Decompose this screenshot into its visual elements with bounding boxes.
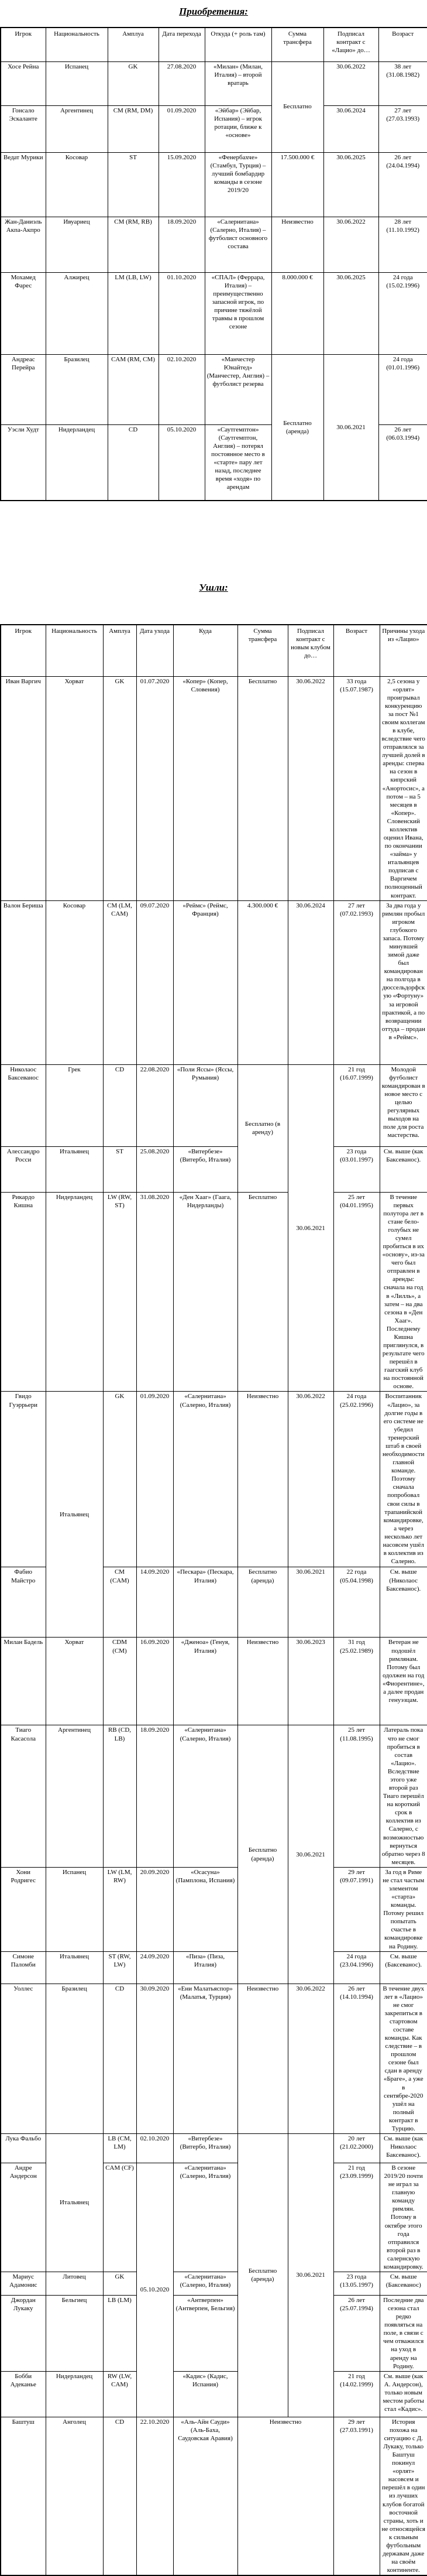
cell: «Реймс» (Реймс, Франция)	[173, 900, 237, 1064]
cell: 24.09.2020	[136, 1951, 173, 1984]
cell: Бесплатно (аренда)	[237, 2134, 288, 2417]
cell: Гонсало Эскаланте	[1, 105, 46, 152]
cell: CM (RM, RB)	[108, 217, 159, 272]
cell: Бесплатно	[237, 676, 288, 900]
cell: 26 лет (24.04.1994)	[378, 152, 427, 217]
cell: 01.10.2020	[159, 272, 205, 354]
cell: 31.08.2020	[136, 1192, 173, 1392]
cell: 27 лет (27.03.1993)	[378, 105, 427, 152]
table-row	[1, 1146, 427, 1192]
cell: «Пескара» (Пескара, Италия)	[173, 1567, 237, 1638]
table-row	[1, 1867, 427, 1951]
cell: В сезоне 2019/20 почти не играл за главную команду римлян. Потому в октябре этого года отправился второй раз в салернскую командировку.	[380, 2163, 427, 2272]
cell: За два года у римлян пробыл игроком глубокого запаса. Потому минувшей зимой даже был командирован на полгода в дюссельдорфскую «Фортуну» за игровой практикой, а по возвращении оттуда – продан в «Реймс».	[380, 900, 427, 1064]
table-row	[1, 1725, 427, 1867]
cell: «Салернитана» (Салерно, Италия)	[173, 2272, 237, 2296]
cell: Молодой футболист командирован в новое место с целью регулярных выходов на поле для роста мастерства.	[380, 1064, 427, 1146]
cell: 30.06.2021	[288, 1064, 333, 1392]
table-row	[1, 2134, 427, 2163]
cell: 30.06.2025	[323, 272, 378, 354]
cell: 26 лет (14.10.1994)	[333, 1984, 380, 2133]
cell: Неизвестно	[237, 1638, 288, 1725]
table-row	[1, 61, 427, 105]
cell: Хосе Рейна	[1, 61, 46, 105]
cell: «Аль-Айн Сауди» (Аль-Баха, Саудовская Аравия)	[173, 2417, 237, 2575]
cell: 38 лет (31.08.1982)	[378, 61, 427, 105]
cell: 27 лет (07.02.1993)	[333, 900, 380, 1064]
cell: Бельгиец	[46, 2296, 103, 2372]
acquisitions-title: Приобретения:	[179, 6, 248, 17]
cell: «Дженоа» (Генуя, Италия)	[173, 1638, 237, 1725]
cell: Хони Родригес	[1, 1867, 46, 1951]
column-header: Сумма трансфера	[271, 28, 323, 61]
cell: CAM (RM, CM)	[108, 354, 159, 424]
cell: Андреас Перейра	[1, 354, 46, 424]
cell: 24 года (23.04.1996)	[333, 1951, 380, 1984]
cell: Николаос Баксеванос	[1, 1064, 46, 1146]
cell: «Салернитана» (Салерно, Италия) – футболист основного состава	[205, 217, 271, 272]
cell: 25.08.2020	[136, 1146, 173, 1192]
cell: Литовец	[46, 2272, 103, 2296]
cell: Неизвестно	[237, 2417, 333, 2575]
table-row	[1, 2272, 427, 2296]
cell: Воспитанник «Лацио», за долгие годы в его системе не убедил тренерский штаб в своей необходимости главной команде. Поэтому сначала попробовал свои силы в трапанийской командировке, а через несколько лет насовсем ушёл в коллектив из Салерно.	[380, 1392, 427, 1567]
cell: Рикардо Кишна	[1, 1192, 46, 1392]
cell: 05.10.2020	[136, 2163, 173, 2417]
cell: CM (CAM)	[103, 1567, 136, 1638]
cell: «Салернитана» (Салерно, Италия)	[173, 1725, 237, 1867]
cell: 31 год (25.02.1989)	[333, 1638, 380, 1725]
cell: Итальянец	[46, 2134, 103, 2272]
cell: RW (LW, CAM)	[103, 2371, 136, 2417]
cell: LB (LM)	[103, 2296, 136, 2372]
cell: 4.300.000 €	[237, 900, 288, 1064]
table-row	[1, 1951, 427, 1984]
cell: 02.10.2020	[136, 2134, 173, 2163]
cell: Тиаго Касасола	[1, 1725, 46, 1867]
cell: Иван Варгич	[1, 676, 46, 900]
cell: 21 год (14.02.1999)	[333, 2371, 380, 2417]
cell: 20 лет (21.02.2000)	[333, 2134, 380, 2163]
cell: Косовар	[46, 900, 103, 1064]
cell: «Витербезе» (Витербо, Италия)	[173, 2134, 237, 2163]
cell: 25 лет (04.01.1995)	[333, 1192, 380, 1392]
cell: Ветеран не подошёл римлянам. Потому был одолжен на год «Фиорентине», а далее продан генуэзцам.	[380, 1638, 427, 1725]
cell: См. выше (как Николаос Баксеванос).	[380, 2134, 427, 2163]
cell: 01.09.2020	[159, 105, 205, 152]
column-header: Откуда (+ роль там)	[205, 28, 271, 61]
cell: 26 лет (25.07.1994)	[333, 2296, 380, 2372]
column-header: Амплуа	[103, 625, 136, 676]
cell: GK	[103, 2272, 136, 2296]
cell: 05.10.2020	[159, 424, 205, 501]
cell: См. выше (Николаос Баксеванос).	[380, 1567, 427, 1638]
cell: Милан Бадель	[1, 1638, 46, 1725]
cell: Бесплатно	[271, 61, 323, 152]
cell: 22.08.2020	[136, 1064, 173, 1146]
cell: 30.06.2024	[323, 105, 378, 152]
cell: 30.09.2020	[136, 1984, 173, 2133]
cell: «Салернитана» (Салерно, Италия)	[173, 1392, 237, 1567]
cell: 30.06.2022	[323, 217, 378, 272]
cell: 14.09.2020	[136, 1567, 173, 1638]
cell: В течение первых полутора лет в стане бело-голубых не сумел пробиться в их «основу», из-за чего был отправлен в аренды: сначала на год в «Лилль», а затем – на два сезона в «Ден Хааг». Последнему Кишна приглянулся, в результате чего перешёл в гаагский клуб на постоянной основе.	[380, 1192, 427, 1392]
cell: 24 года (01.01.1996)	[378, 354, 427, 424]
cell: Мохамед Фарес	[1, 272, 46, 354]
cell: 01.07.2020	[136, 676, 173, 900]
cell: 8.000.000 €	[271, 272, 323, 354]
cell: Фабио Майстро	[1, 1567, 46, 1638]
cell: Анголец	[46, 2417, 103, 2575]
cell: «Поли Яссы» (Яссы, Румыния)	[173, 1064, 237, 1146]
cell: «Саутгемптон» (Саутгемптон, Англия) – потерял постоянное место в «старте» пару лет назад, последнее время «ходя» по арендам	[205, 424, 271, 501]
cell: RB (CD, LB)	[103, 1725, 136, 1867]
table-row	[1, 105, 427, 152]
cell: 02.10.2020	[159, 354, 205, 424]
cell: 33 года (15.07.1987)	[333, 676, 380, 900]
cell: Лука Фальбо	[1, 2134, 46, 2163]
cell: 21 год (16.07.1999)	[333, 1064, 380, 1146]
cell: LM (LB, LW)	[108, 272, 159, 354]
cell: Мариус Адамонис	[1, 2272, 46, 2296]
cell: Бесплатно (аренда)	[237, 1725, 288, 1984]
column-header: Игрок	[1, 625, 46, 676]
cell: 22 года (05.04.1998)	[333, 1567, 380, 1638]
cell: 09.07.2020	[136, 900, 173, 1064]
cell: См. выше (как Баксеванос).	[380, 1146, 427, 1192]
cell: Испанец	[46, 1867, 103, 1951]
cell: Итальянец	[46, 1392, 103, 1638]
cell: «Пиза» (Пиза, Италия)	[173, 1951, 237, 1984]
cell: Симоне Паломби	[1, 1951, 46, 1984]
table-row	[1, 217, 427, 272]
cell: Косовар	[46, 152, 108, 217]
cell: Неизвестно	[237, 1984, 288, 2133]
cell: Хорват	[46, 1638, 103, 1725]
cell: «Антверпен» (Антверпен, Бельгия)	[173, 2296, 237, 2372]
column-header: Дата перехода	[159, 28, 205, 61]
acquisitions-table	[0, 27, 427, 501]
column-header: Национальность	[46, 625, 103, 676]
cell: Грек	[46, 1064, 103, 1146]
cell: LW (RW, ST)	[103, 1192, 136, 1392]
cell: Алжирец	[46, 272, 108, 354]
cell: Жан-Даниэль Акпа-Акпро	[1, 217, 46, 272]
departures-table	[0, 624, 427, 2576]
table-row	[1, 1638, 427, 1725]
cell: 16.09.2020	[136, 1638, 173, 1725]
cell: Бесплатно	[237, 1192, 288, 1392]
cell: «Кадис» (Кадис, Испания)	[173, 2371, 237, 2417]
cell: 30.06.2021	[288, 2134, 333, 2417]
cell: Латераль пока что не смог пробиться в состав «Лацио». Вследствие этого уже второй раз Тиаго перешёл на короткий срок в коллектив из Салерно, с возможностью вернуться обратно через 8 месяцев.	[380, 1725, 427, 1867]
cell: 01.09.2020	[136, 1392, 173, 1567]
cell: Джордан Лукаку	[1, 2296, 46, 2372]
cell: «Ден Хааг» (Гаага, Нидерланды)	[173, 1192, 237, 1392]
cell: Баштуш	[1, 2417, 46, 2575]
cell: Ивуариец	[46, 217, 108, 272]
cell: Хорват	[46, 676, 103, 900]
table-row	[1, 2296, 427, 2372]
cell: «Эйбар» (Эйбар, Испания) – игрок ротации, ближе к «основе»	[205, 105, 271, 152]
header-row	[1, 28, 427, 61]
cell: Бобби Адеканье	[1, 2371, 46, 2417]
cell: «Осасуна» (Памплона, Испания)	[173, 1867, 237, 1951]
cell: 21 год (23.09.1999)	[333, 2163, 380, 2272]
cell: В течение двух лет в «Лацио» не смог закрепиться в стартовом составе команды. Как следствие – в прошлом сезоне был сдан в аренду «Браге», а уже в сентябре-2020 ушёл на полный контракт в Турцию.	[380, 1984, 427, 2133]
cell: «Витербезе» (Витербо, Италия)	[173, 1146, 237, 1192]
cell: 30.06.2022	[288, 1392, 333, 1567]
cell: Бесплатно (аренда)	[237, 1567, 288, 1638]
cell: CAM (CF)	[103, 2163, 136, 2272]
departures-section	[0, 624, 427, 2576]
table-row	[1, 900, 427, 1064]
cell: История похожа на ситуацию с Д. Лукаку, только Баштуш покинул «орлят» насовсем и перешёл в один из лучших клубов богатой восточной страны, хоть и не относящейся к сильным футбольным державам даже на своём континенте.	[380, 2417, 427, 2575]
table-row	[1, 1192, 427, 1392]
cell: «Фенербахче» (Стамбул, Турция) – лучший бомбардир команды в сезоне 2019/20	[205, 152, 271, 217]
cell: Нидерландец	[46, 2371, 103, 2417]
cell: CM (RM, DM)	[108, 105, 159, 152]
departures-title: Ушли:	[199, 582, 228, 593]
cell: Бесплатно (в аренду)	[237, 1064, 288, 1192]
cell: LB (CM, LM)	[103, 2134, 136, 2163]
acquisitions-section	[0, 27, 427, 501]
cell: «Манчестер Юнайтед» (Манчестер, Англия) – футболист резерва	[205, 354, 271, 424]
cell: 30.06.2022	[288, 1984, 333, 2133]
column-header: Подписал контракт с новым клубом до…	[288, 625, 333, 676]
cell: CD	[108, 424, 159, 501]
cell: 27.08.2020	[159, 61, 205, 105]
cell: 30.06.2021	[323, 354, 378, 501]
column-header: Дата ухода	[136, 625, 173, 676]
column-header: Игрок	[1, 28, 46, 61]
cell: 30.06.2022	[288, 676, 333, 900]
cell: «СПАЛ» (Феррара, Италия) – преимущественно запасной игрок, по причине тяжёлой травмы в прошлом сезоне	[205, 272, 271, 354]
cell: Алессандро Росси	[1, 1146, 46, 1192]
table-row	[1, 1392, 427, 1567]
cell: «Милан» (Милан, Италия) – второй вратарь	[205, 61, 271, 105]
cell: Бразилец	[46, 1984, 103, 2133]
cell: CD	[103, 1064, 136, 1146]
cell: 23 года (03.01.1997)	[333, 1146, 380, 1192]
cell: 29 лет (27.03.1991)	[333, 2417, 380, 2575]
cell: CD	[103, 2417, 136, 2575]
cell: См. выше (Баксеванос).	[380, 1951, 427, 1984]
cell: Неизвестно	[237, 1392, 288, 1567]
column-header: Возраст	[378, 28, 427, 61]
cell: 30.06.2023	[288, 1638, 333, 1725]
cell: Испанец	[46, 61, 108, 105]
cell: CM (LM, CAM)	[103, 900, 136, 1064]
table-row	[1, 1064, 427, 1146]
cell: 28 лет (11.10.1992)	[378, 217, 427, 272]
cell: 15.09.2020	[159, 152, 205, 217]
cell: «Копер» (Копер, Словения)	[173, 676, 237, 900]
table-row	[1, 152, 427, 217]
cell: См. выше (Баксеванос)	[380, 2272, 427, 2296]
table-row	[1, 272, 427, 354]
cell: 2,5 сезона у «орлят» проигрывал конкуренцию за пост №1 своим коллегам в клубе, вследствие чего отправлялся за лучшей долей в аренды: сперва на сезон в кипрский «Анортосис», а потом – на 5 месяцев в «Копер». Словенский коллектив оценил Ивана, по окончании «займа» у итальянцев подписав с Варгичем полноценный контракт.	[380, 676, 427, 900]
cell: CDM (CM)	[103, 1638, 136, 1725]
cell: ST	[108, 152, 159, 217]
cell: 30.06.2024	[288, 900, 333, 1064]
cell: См. выше (как А. Андерсон), только новым местом работы стал «Кадис».	[380, 2371, 427, 2417]
column-header: Подписал контракт с «Лацио» до…	[323, 28, 378, 61]
cell: 18.09.2020	[136, 1725, 173, 1867]
cell: 30.06.2022	[323, 61, 378, 105]
table-row	[1, 2371, 427, 2417]
cell: 22.10.2020	[136, 2417, 173, 2575]
cell: 26 лет (06.03.1994)	[378, 424, 427, 501]
cell: Валон Бериша	[1, 900, 46, 1064]
cell: Гвидо Гуэррьери	[1, 1392, 46, 1567]
cell: 25 лет (11.08.1995)	[333, 1725, 380, 1867]
cell: 29 лет (09.07.1991)	[333, 1867, 380, 1951]
cell: CD	[103, 1984, 136, 2133]
cell: «Ени Малатьяспор» (Малатья, Турция)	[173, 1984, 237, 2133]
cell: Нидерландец	[46, 424, 108, 501]
cell: Бразилец	[46, 354, 108, 424]
column-header: Сумма трансфера	[237, 625, 288, 676]
column-header: Куда	[173, 625, 237, 676]
cell: 24 года (25.02.1996)	[333, 1392, 380, 1567]
table-row	[1, 1984, 427, 2133]
cell: GK	[103, 1392, 136, 1567]
cell: Андре Андерсон	[1, 2163, 46, 2272]
cell: ST (RW, LW)	[103, 1951, 136, 1984]
table-row	[1, 354, 427, 424]
cell: 17.500.000 €	[271, 152, 323, 217]
cell: Ведат Мурики	[1, 152, 46, 217]
header-row	[1, 625, 427, 676]
column-header: Амплуа	[108, 28, 159, 61]
column-header: Возраст	[333, 625, 380, 676]
cell: Аргентинец	[46, 105, 108, 152]
column-header: Национальность	[46, 28, 108, 61]
cell: Аргентинец	[46, 1725, 103, 1867]
cell: 20.09.2020	[136, 1867, 173, 1951]
cell: 24 года (15.02.1996)	[378, 272, 427, 354]
table-row	[1, 2417, 427, 2575]
cell: «Салернитана» (Салерно, Италия)	[173, 2163, 237, 2272]
cell: Последние два сезона стал редко появляться на поле, в связи с чем отважился на уход в аренду на Родину.	[380, 2296, 427, 2372]
cell: Уоллес	[1, 1984, 46, 2133]
cell: GK	[108, 61, 159, 105]
cell: За год в Риме не стал частым элементом «старта» команды. Потому решил попытать счастье в командировке на Родину.	[380, 1867, 427, 1951]
cell: GK	[103, 676, 136, 900]
table-row	[1, 676, 427, 900]
cell: ST	[103, 1146, 136, 1192]
cell: Нидерландец	[46, 1192, 103, 1392]
cell: 30.06.2021	[288, 1567, 333, 1638]
cell: 23 года (13.05.1997)	[333, 2272, 380, 2296]
cell: 30.06.2021	[288, 1725, 333, 1984]
cell: 30.06.2025	[323, 152, 378, 217]
cell: Итальянец	[46, 1951, 103, 1984]
cell: 18.09.2020	[159, 217, 205, 272]
cell: Уэсли Худт	[1, 424, 46, 501]
cell: Итальянец	[46, 1146, 103, 1192]
cell: LW (LM, RW)	[103, 1867, 136, 1951]
cell: Неизвестно	[271, 217, 323, 272]
cell: Бесплатно (аренда)	[271, 354, 323, 501]
column-header: Причины ухода из «Лацио»	[380, 625, 427, 676]
